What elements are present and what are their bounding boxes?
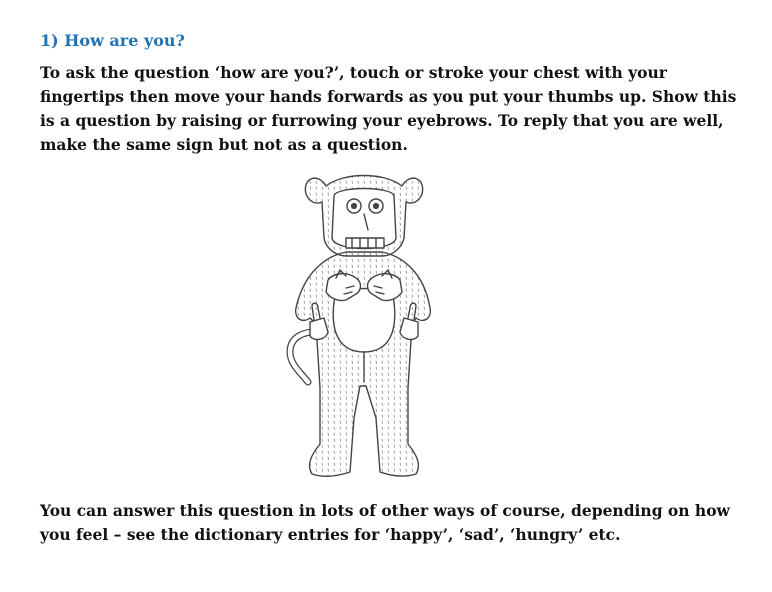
monkey-body: [296, 252, 431, 476]
left-thumbs-up: [310, 318, 328, 339]
monkey-sign-illustration: [284, 168, 444, 484]
section-heading: 1) How are you?: [40, 31, 185, 50]
note-paragraph: You can answer this question in lots of other ways of course, depending on how you feel – see the dictionary entries for ‘happy’, ‘sad’, ‘hungry’ etc.: [40, 501, 730, 544]
instruction-paragraph: To ask the question ‘how are you?’, touch or stroke your chest with your fingertips then move your hands forwards as you put your thumbs up. Show this is a question by raising or furrowing your eyebrows. To reply that you are well, make the same sign but not as a question.: [40, 63, 737, 154]
right-thumbs-up: [400, 318, 418, 339]
